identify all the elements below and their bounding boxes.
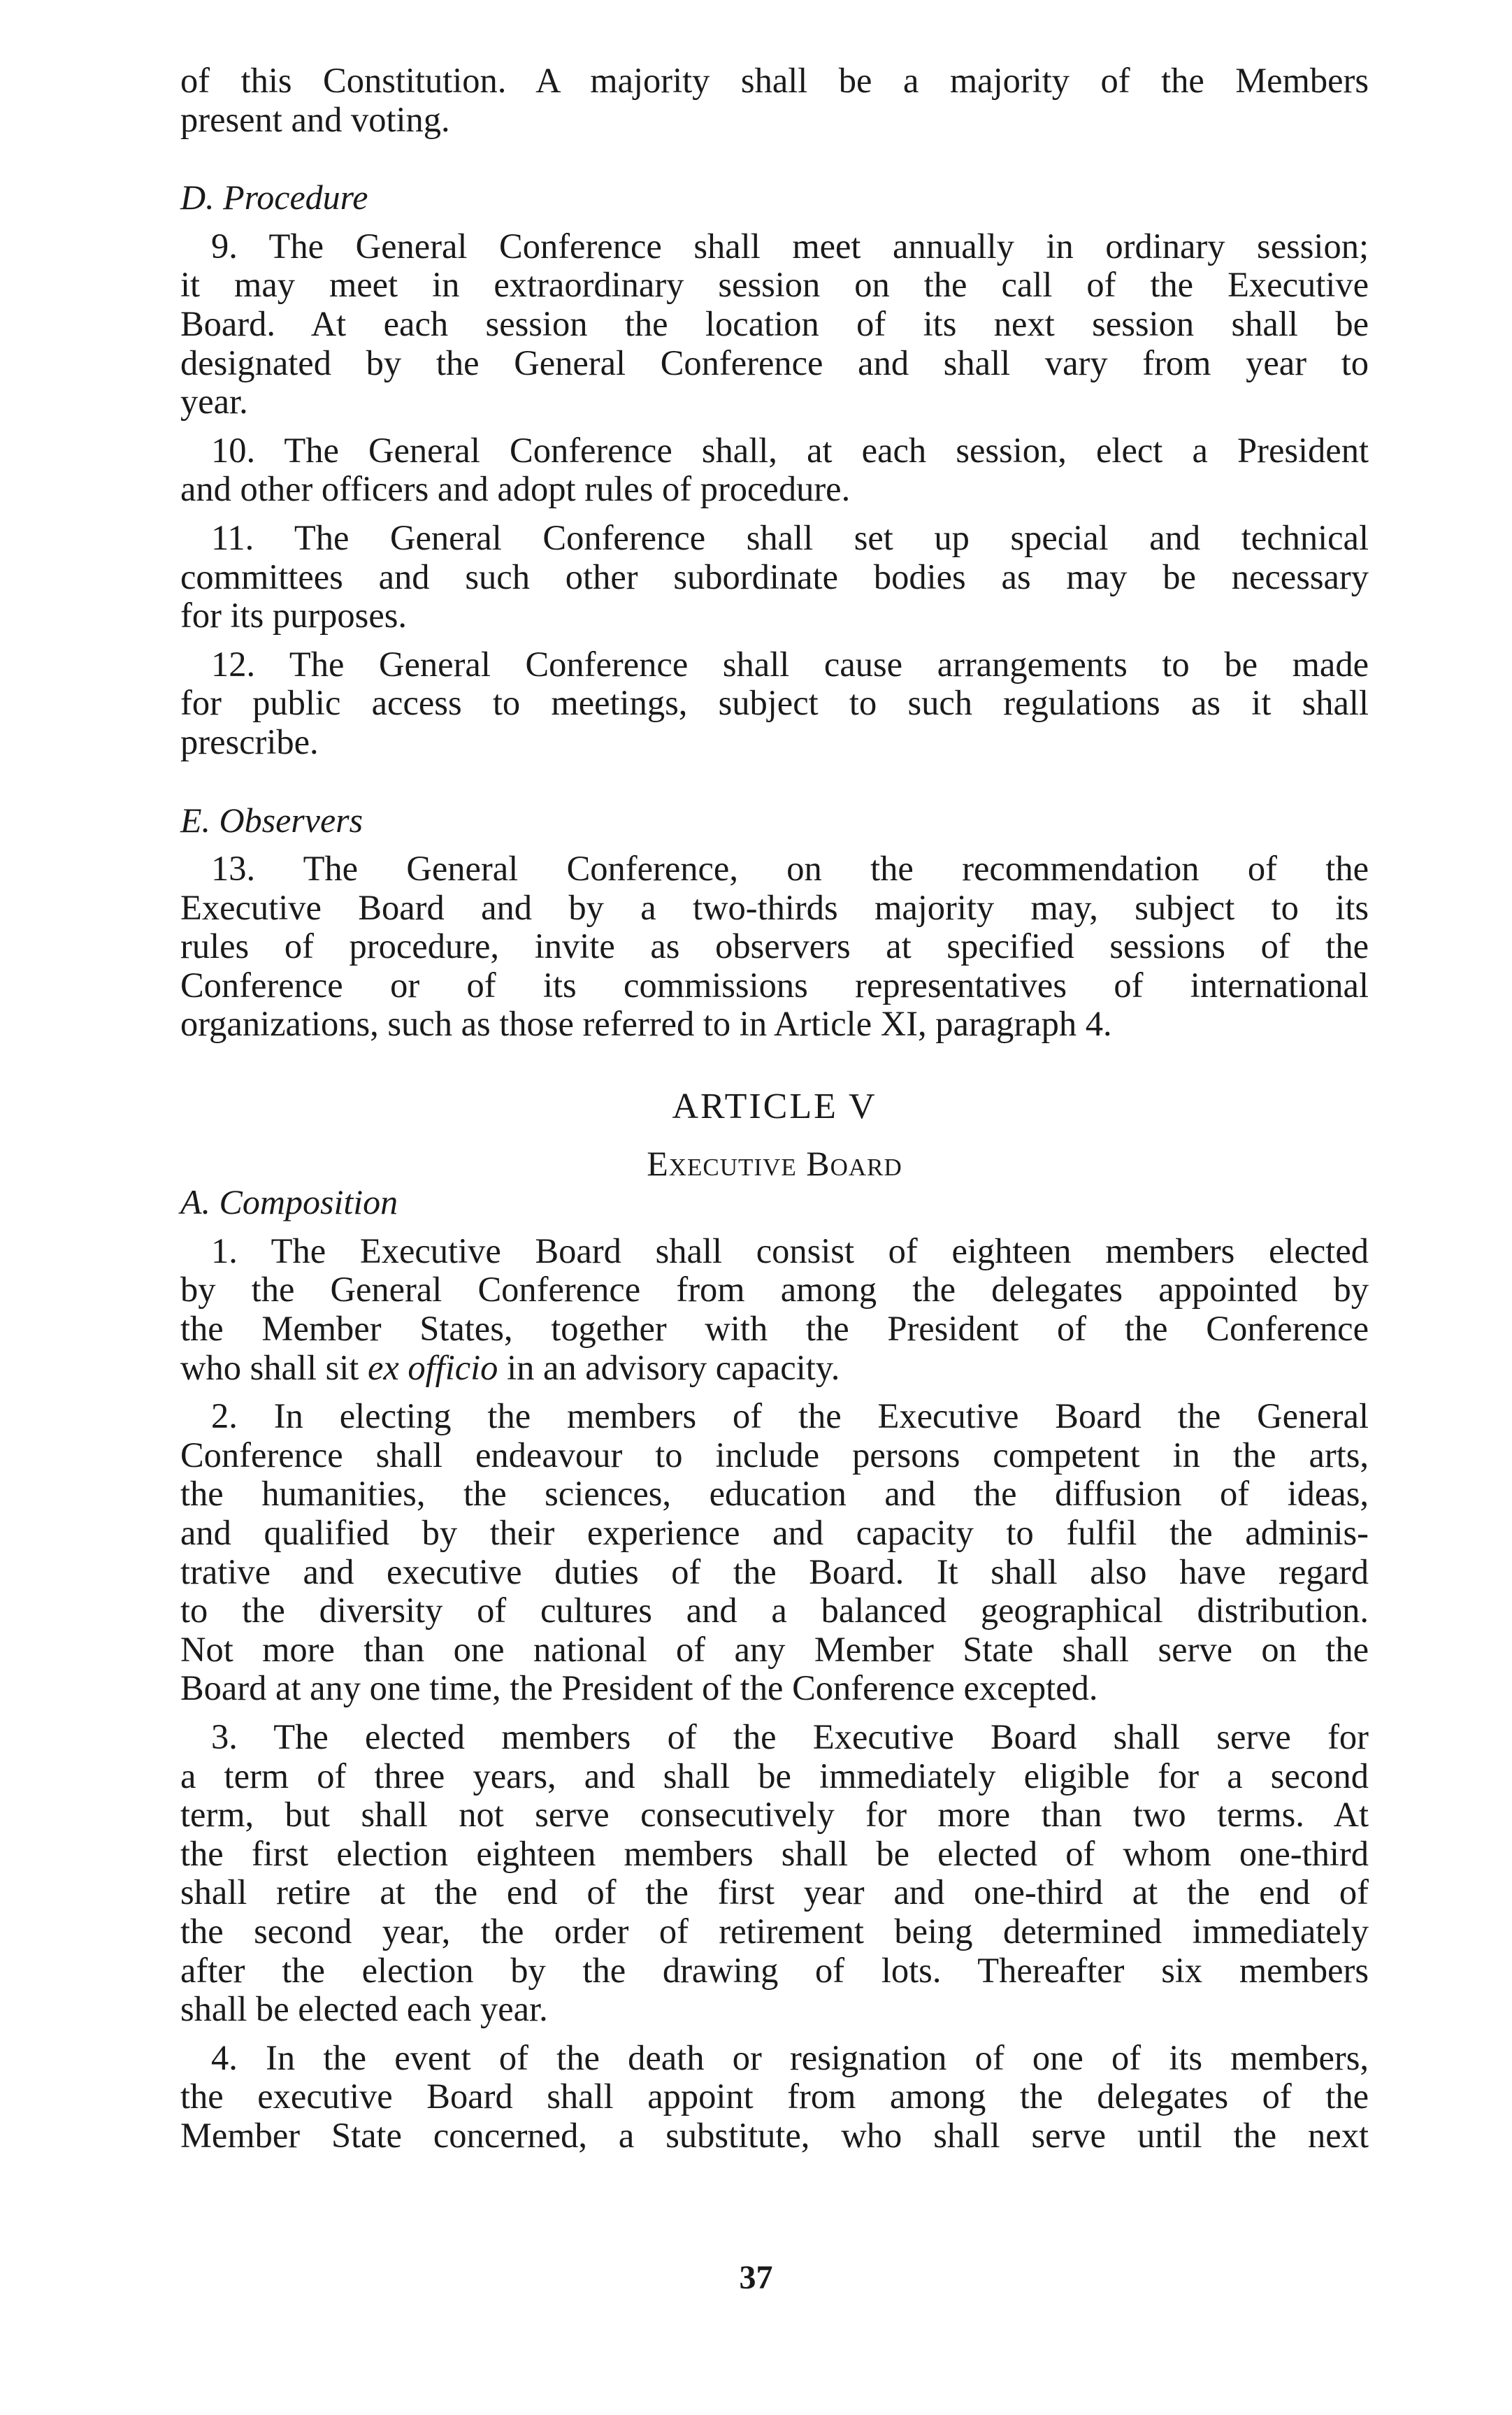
paragraph-12 (180, 645, 1369, 762)
paragraph-line: year. (180, 382, 248, 422)
paragraph-line: Member State concerned, a substitute, who shall serve until the next (180, 2115, 1369, 2155)
paragraph-line: rules of procedure, invite as observers at specified sessions of the (180, 926, 1369, 966)
paragraph-line: designated by the General Conference and shall vary from year to (180, 343, 1369, 382)
text-run: in an advisory capacity. (498, 1347, 840, 1387)
paragraph-line: by the General Conference from among the delegates appointed by (180, 1270, 1369, 1310)
article-subtitle: Executive Board (647, 1143, 902, 1183)
section-heading-observers: E. Observers (180, 800, 363, 840)
paragraph-line: 11. The General Conference shall set up special and technical (211, 517, 1369, 557)
paragraph-9 (180, 227, 1369, 422)
section-heading-procedure: D. Procedure (180, 178, 368, 217)
paragraph-line: after the election by the drawing of lots. Thereafter six members (180, 1950, 1369, 1990)
paragraph-line: Executive Board and by a two-thirds majority may, subject to its (180, 887, 1369, 927)
latin-term: ex officio (367, 1347, 498, 1387)
paragraph-line: term, but shall not serve consecutively for more than two terms. At (180, 1795, 1369, 1835)
paragraph-line: 4. In the event of the death or resignation of one of its members, (211, 2037, 1369, 2077)
paragraph-line: trative and executive duties of the Board. It shall also have regard (180, 1552, 1369, 1591)
paragraph-line: 2. In electing the members of the Executive Board the General (211, 1396, 1369, 1436)
paragraph-line: it may meet in extraordinary session on the call of the Executive (180, 265, 1369, 305)
document-page (180, 62, 1369, 2156)
paragraph-line: the first election eighteen members shall be elected of whom one-third (180, 1833, 1369, 1873)
paragraph-line: and qualified by their experience and capacity to fulfil the adminis- (180, 1513, 1369, 1552)
paragraph-10 (180, 431, 1369, 509)
paragraph-line: 9. The General Conference shall meet annually in ordinary session; (211, 226, 1369, 266)
paragraph-line: prescribe. (180, 722, 319, 761)
section-heading-composition: A. Composition (180, 1182, 398, 1222)
paragraph-2 (180, 1397, 1369, 1708)
paragraph-line: the Member States, together with the President of the Conference (180, 1309, 1369, 1349)
paragraph-line: 1. The Executive Board shall consist of eighteen members elected (211, 1231, 1369, 1270)
paragraph-line: shall retire at the end of the first year and one-third at the end of (180, 1872, 1369, 1912)
paragraph-line (180, 1349, 1369, 1388)
paragraph-line: 3. The elected members of the Executive Board shall serve for (211, 1717, 1369, 1756)
paragraph-line: Board at any one time, the President of the Conference excepted. (180, 1668, 1098, 1708)
paragraph-line: Board. At each session the location of its next session shall be (180, 303, 1369, 343)
paragraph-line: 13. The General Conference, on the recommendation of the (211, 849, 1369, 889)
paragraph-4 (180, 2039, 1369, 2156)
paragraph-line: 12. The General Conference shall cause arrangements to be made (211, 644, 1369, 684)
paragraph-3 (180, 1718, 1369, 2029)
paragraph-1 (180, 1232, 1369, 1387)
article-title: ARTICLE V (672, 1087, 877, 1127)
paragraph-line: committees and such other subordinate bodies as may be necessary (180, 557, 1369, 596)
paragraph-line: Not more than one national of any Member State shall serve on the (180, 1629, 1369, 1669)
paragraph-line: Conference or of its commissions representatives of international (180, 965, 1369, 1005)
paragraph-line: the executive Board shall appoint from among the delegates of the (180, 2077, 1369, 2116)
paragraph-line: 10. The General Conference shall, at each session, elect a President (211, 430, 1369, 470)
page-number: 37 (739, 2259, 773, 2296)
paragraph-line: the second year, the order of retirement being determined immediately (180, 1911, 1369, 1951)
paragraph-line: for its purposes. (180, 596, 408, 636)
paragraph-line: a term of three years, and shall be immediately eligible for a second (180, 1756, 1369, 1796)
paragraph-line: to the diversity of cultures and a balanced geographical distribution. (180, 1591, 1369, 1631)
paragraph-line: for public access to meetings, subject to such regulations as it shall (180, 683, 1369, 723)
paragraph-line: organizations, such as those referred to in Article XI, paragraph 4. (180, 1004, 1112, 1044)
paragraph-line: shall be elected each year. (180, 1989, 548, 2029)
paragraph-line: and other officers and adopt rules of procedure. (180, 469, 851, 509)
paragraph-13 (180, 850, 1369, 1044)
paragraph-line: the humanities, the sciences, education and the diffusion of ideas, (180, 1474, 1369, 1514)
continuation-line-1: of this Constitution. A majority shall be a majority of the Members (180, 61, 1369, 100)
paragraph-11 (180, 519, 1369, 636)
text-run: who shall sit (180, 1347, 368, 1387)
paragraph-line: Conference shall endeavour to include persons competent in the arts, (180, 1435, 1369, 1475)
continuation-line-2: present and voting. (180, 99, 450, 139)
